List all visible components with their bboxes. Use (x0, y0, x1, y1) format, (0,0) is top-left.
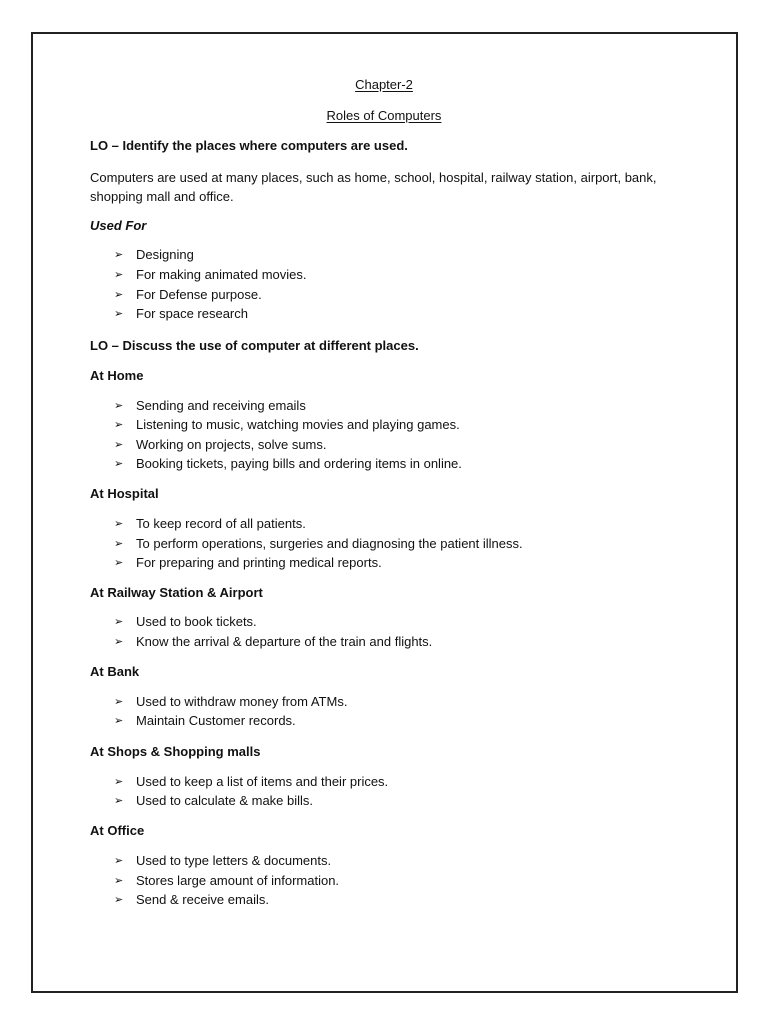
bullet-icon: ➢ (114, 269, 124, 281)
hospital-item: To perform operations, surgeries and diagnosing the patient illness. (136, 536, 523, 551)
bullet-icon: ➢ (114, 439, 124, 451)
bullet-icon: ➢ (114, 616, 124, 628)
bullet-icon: ➢ (114, 249, 124, 261)
bullet-icon: ➢ (114, 855, 124, 867)
railway-item: Know the arrival & departure of the train and flights. (136, 634, 433, 649)
bullet-icon: ➢ (114, 557, 124, 569)
office-item: Used to type letters & documents. (136, 853, 332, 868)
section-heading-office: At Office (90, 823, 145, 838)
bank-item: Maintain Customer records. (136, 713, 296, 728)
bullet-icon: ➢ (114, 696, 124, 708)
section-heading-railway-airport: At Railway Station & Airport (90, 585, 263, 600)
bullet-icon: ➢ (114, 458, 124, 470)
bullet-icon: ➢ (114, 400, 124, 412)
office-item: Send & receive emails. (136, 892, 269, 907)
bullet-icon: ➢ (114, 715, 124, 727)
used-for-item: For making animated movies. (136, 267, 307, 282)
bullet-icon: ➢ (114, 419, 124, 431)
bank-item: Used to withdraw money from ATMs. (136, 694, 348, 709)
shops-item: Used to calculate & make bills. (136, 793, 314, 808)
used-for-heading: Used For (90, 218, 147, 233)
section-heading-home: At Home (90, 368, 144, 383)
chapter-title: Chapter-2 (355, 77, 413, 92)
section-heading-shops: At Shops & Shopping malls (90, 744, 261, 759)
hospital-item: To keep record of all patients. (136, 516, 306, 531)
home-item: Sending and receiving emails (136, 398, 306, 413)
document-title: Roles of Computers (326, 108, 442, 123)
section-heading-bank: At Bank (90, 664, 140, 679)
home-item: Listening to music, watching movies and playing games. (136, 417, 460, 432)
intro-paragraph: Computers are used at many places, such as home, school, hospital, railway station, airport, bank, shopping mall and office. (90, 170, 657, 204)
bullet-icon: ➢ (114, 875, 124, 887)
railway-item: Used to book tickets. (136, 614, 257, 629)
used-for-item: For Defense purpose. (136, 287, 262, 302)
home-item: Booking tickets, paying bills and ordering items in online. (136, 456, 462, 471)
bullet-icon: ➢ (114, 289, 124, 301)
shops-item: Used to keep a list of items and their prices. (136, 774, 389, 789)
used-for-item: For space research (136, 306, 248, 321)
bullet-icon: ➢ (114, 538, 124, 550)
bullet-icon: ➢ (114, 636, 124, 648)
used-for-item: Designing (136, 247, 194, 262)
bullet-icon: ➢ (114, 308, 124, 320)
bullet-icon: ➢ (114, 518, 124, 530)
home-item: Working on projects, solve sums. (136, 437, 327, 452)
section-heading-hospital: At Hospital (90, 486, 159, 501)
bullet-icon: ➢ (114, 776, 124, 788)
hospital-item: For preparing and printing medical reports. (136, 555, 382, 570)
learning-objective-1: LO – Identify the places where computers are used. (90, 138, 408, 153)
learning-objective-2: LO – Discuss the use of computer at different places. (90, 338, 419, 353)
bullet-icon: ➢ (114, 894, 124, 906)
office-item: Stores large amount of information. (136, 873, 340, 888)
bullet-icon: ➢ (114, 795, 124, 807)
